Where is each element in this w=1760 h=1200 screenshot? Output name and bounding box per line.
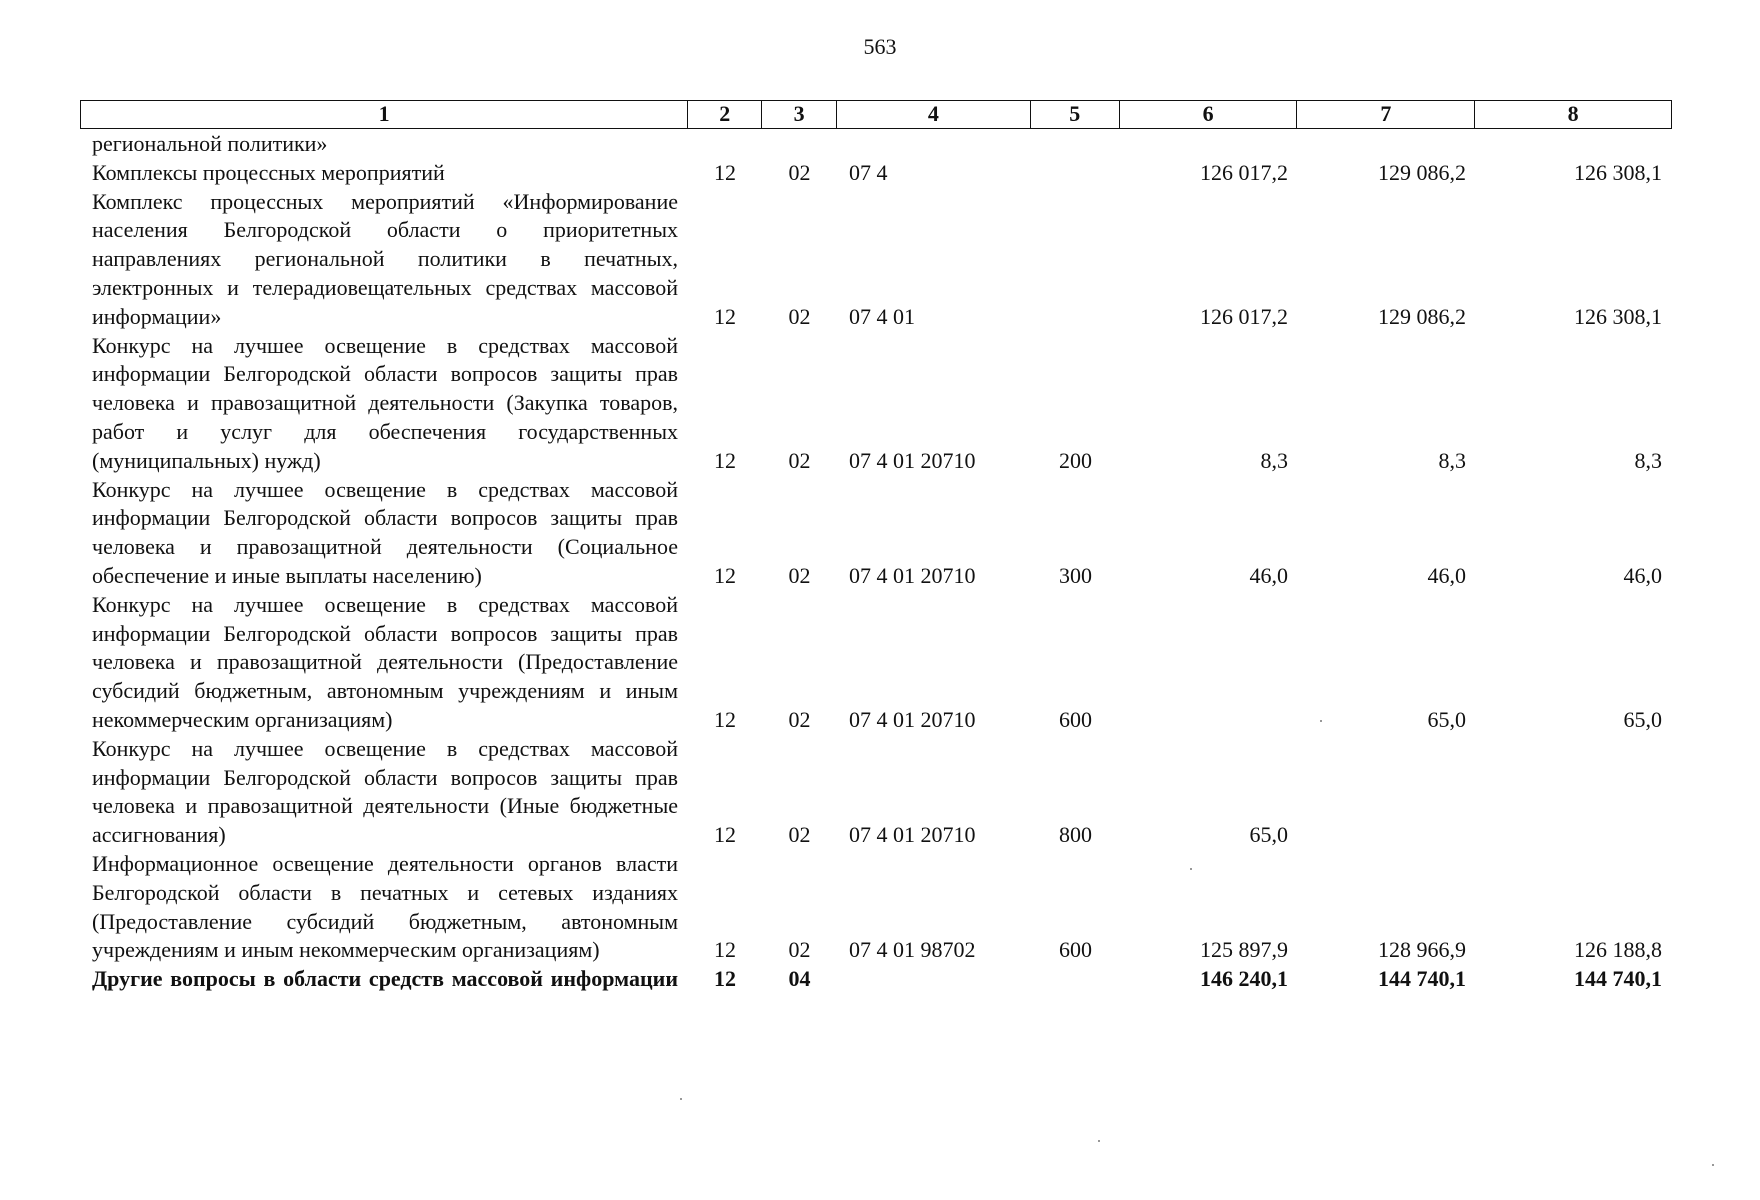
row-expense-type: 200 — [1059, 447, 1092, 473]
row-amount-year-3: 65,0 — [1623, 706, 1662, 732]
table-row — [80, 591, 1672, 735]
row-amount-year-3: 126 188,8 — [1574, 937, 1662, 963]
row-section: 12 — [714, 966, 736, 992]
row-subsection: 02 — [788, 303, 811, 329]
table-body — [80, 130, 1672, 994]
row-expense-type: 600 — [1059, 706, 1092, 732]
row-name: Конкурс на лучшее освещение в средствах массовой информации Белгородской области вопросов защиты прав человека и правозащитной деятельности (Закупка товаров, работ и услуг для обеспечения государственных (муниципальных) нужд) — [92, 332, 678, 473]
row-subsection: 02 — [788, 159, 811, 185]
row-expense-type: 800 — [1059, 822, 1092, 848]
header-col-3: 3 — [762, 101, 837, 128]
header-col-2: 2 — [688, 101, 762, 128]
table-row — [80, 735, 1672, 850]
row-amount-year-1: 126 017,2 — [1200, 303, 1288, 329]
row-amount-year-1: 126 017,2 — [1200, 159, 1288, 185]
table-row — [80, 476, 1672, 591]
row-amount-year-2: 65,0 — [1427, 706, 1466, 732]
row-subsection: 02 — [788, 822, 811, 848]
scan-speck — [1712, 1164, 1714, 1166]
table-row-subtotal — [80, 965, 1672, 994]
row-amount-year-3: 144 740,1 — [1574, 966, 1662, 992]
row-target-code: 07 4 01 20710 — [849, 822, 976, 848]
table-row — [80, 850, 1672, 965]
row-target-code: 07 4 01 20710 — [849, 562, 976, 588]
row-amount-year-3: 126 308,1 — [1574, 159, 1662, 185]
scan-speck — [1098, 1140, 1100, 1142]
row-amount-year-1: 125 897,9 — [1200, 937, 1288, 963]
row-expense-type: 600 — [1059, 937, 1092, 963]
row-amount-year-1: 46,0 — [1249, 562, 1288, 588]
row-subsection: 02 — [788, 447, 811, 473]
row-amount-year-2: 8,3 — [1438, 447, 1466, 473]
row-subsection: 02 — [788, 562, 811, 588]
table-row — [80, 332, 1672, 476]
row-subsection: 04 — [788, 966, 811, 992]
row-name: Конкурс на лучшее освещение в средствах массовой информации Белгородской области вопросов защиты прав человека и правозащитной деятельности (Иные бюджетные ассигнования) — [92, 735, 678, 848]
row-section: 12 — [714, 562, 736, 588]
row-section: 12 — [714, 447, 736, 473]
row-name: Конкурс на лучшее освещение в средствах массовой информации Белгородской области вопросов защиты прав человека и правозащитной деятельности (Социальное обеспечение и иные выплаты населению) — [92, 476, 678, 588]
row-amount-year-2: 128 966,9 — [1378, 937, 1466, 963]
header-col-4: 4 — [837, 101, 1031, 128]
row-section: 12 — [714, 822, 736, 848]
header-col-5: 5 — [1031, 101, 1120, 128]
row-amount-year-1: 146 240,1 — [1200, 966, 1288, 992]
row-name: Комплексы процессных мероприятий — [92, 159, 445, 185]
row-amount-year-2: 129 086,2 — [1378, 159, 1466, 185]
row-amount-year-3: 126 308,1 — [1574, 303, 1662, 329]
header-col-6: 6 — [1120, 101, 1298, 128]
table-header — [80, 100, 1672, 129]
row-amount-year-2: 129 086,2 — [1378, 303, 1466, 329]
row-target-code: 07 4 01 20710 — [849, 706, 976, 732]
page-number: 563 — [863, 34, 897, 59]
row-amount-year-3: 46,0 — [1623, 562, 1662, 588]
row-amount-year-1: 8,3 — [1260, 447, 1288, 473]
row-name: Конкурс на лучшее освещение в средствах массовой информации Белгородской области вопросов защиты прав человека и правозащитной деятельности (Предоставление субсидий бюджетным, автономным учреждениям и иным некоммерческим организациям) — [92, 591, 678, 732]
row-amount-year-3: 8,3 — [1634, 447, 1662, 473]
row-section: 12 — [714, 706, 736, 732]
row-name: Другие вопросы в области средств массовой информации — [92, 966, 678, 992]
table-row — [80, 159, 1672, 188]
row-amount-year-1: 65,0 — [1249, 822, 1288, 848]
header-col-1: 1 — [81, 101, 688, 128]
scan-speck — [680, 1098, 682, 1100]
table-row — [80, 188, 1672, 332]
row-target-code: 07 4 — [849, 159, 888, 185]
row-target-code: 07 4 01 98702 — [849, 937, 976, 963]
row-expense-type: 300 — [1059, 562, 1092, 588]
row-amount-year-2: 46,0 — [1427, 562, 1466, 588]
header-col-8: 8 — [1567, 101, 1579, 126]
row-name: региональной политики» — [92, 131, 328, 156]
table-row — [80, 130, 1672, 159]
row-name: Комплекс процессных мероприятий «Информирование населения Белгородской области о приоритетных направлениях региональной политики в печатных, электронных и телерадиовещательных средствах массовой информации» — [92, 188, 678, 329]
row-section: 12 — [714, 159, 736, 185]
row-section: 12 — [714, 303, 736, 329]
row-amount-year-2: 144 740,1 — [1378, 966, 1466, 992]
scan-speck — [1320, 720, 1322, 722]
row-name: Информационное освещение деятельности органов власти Белгородской области в печатных и сетевых изданиях (Предоставление субсидий бюджетным, автономным учреждениям и иным некоммерческим организациям) — [92, 850, 678, 963]
scan-speck — [1190, 868, 1192, 870]
row-subsection: 02 — [788, 937, 811, 963]
header-col-7: 7 — [1297, 101, 1475, 128]
row-target-code: 07 4 01 20710 — [849, 447, 976, 473]
row-subsection: 02 — [788, 706, 811, 732]
row-section: 12 — [714, 937, 736, 963]
row-target-code: 07 4 01 — [849, 303, 915, 329]
